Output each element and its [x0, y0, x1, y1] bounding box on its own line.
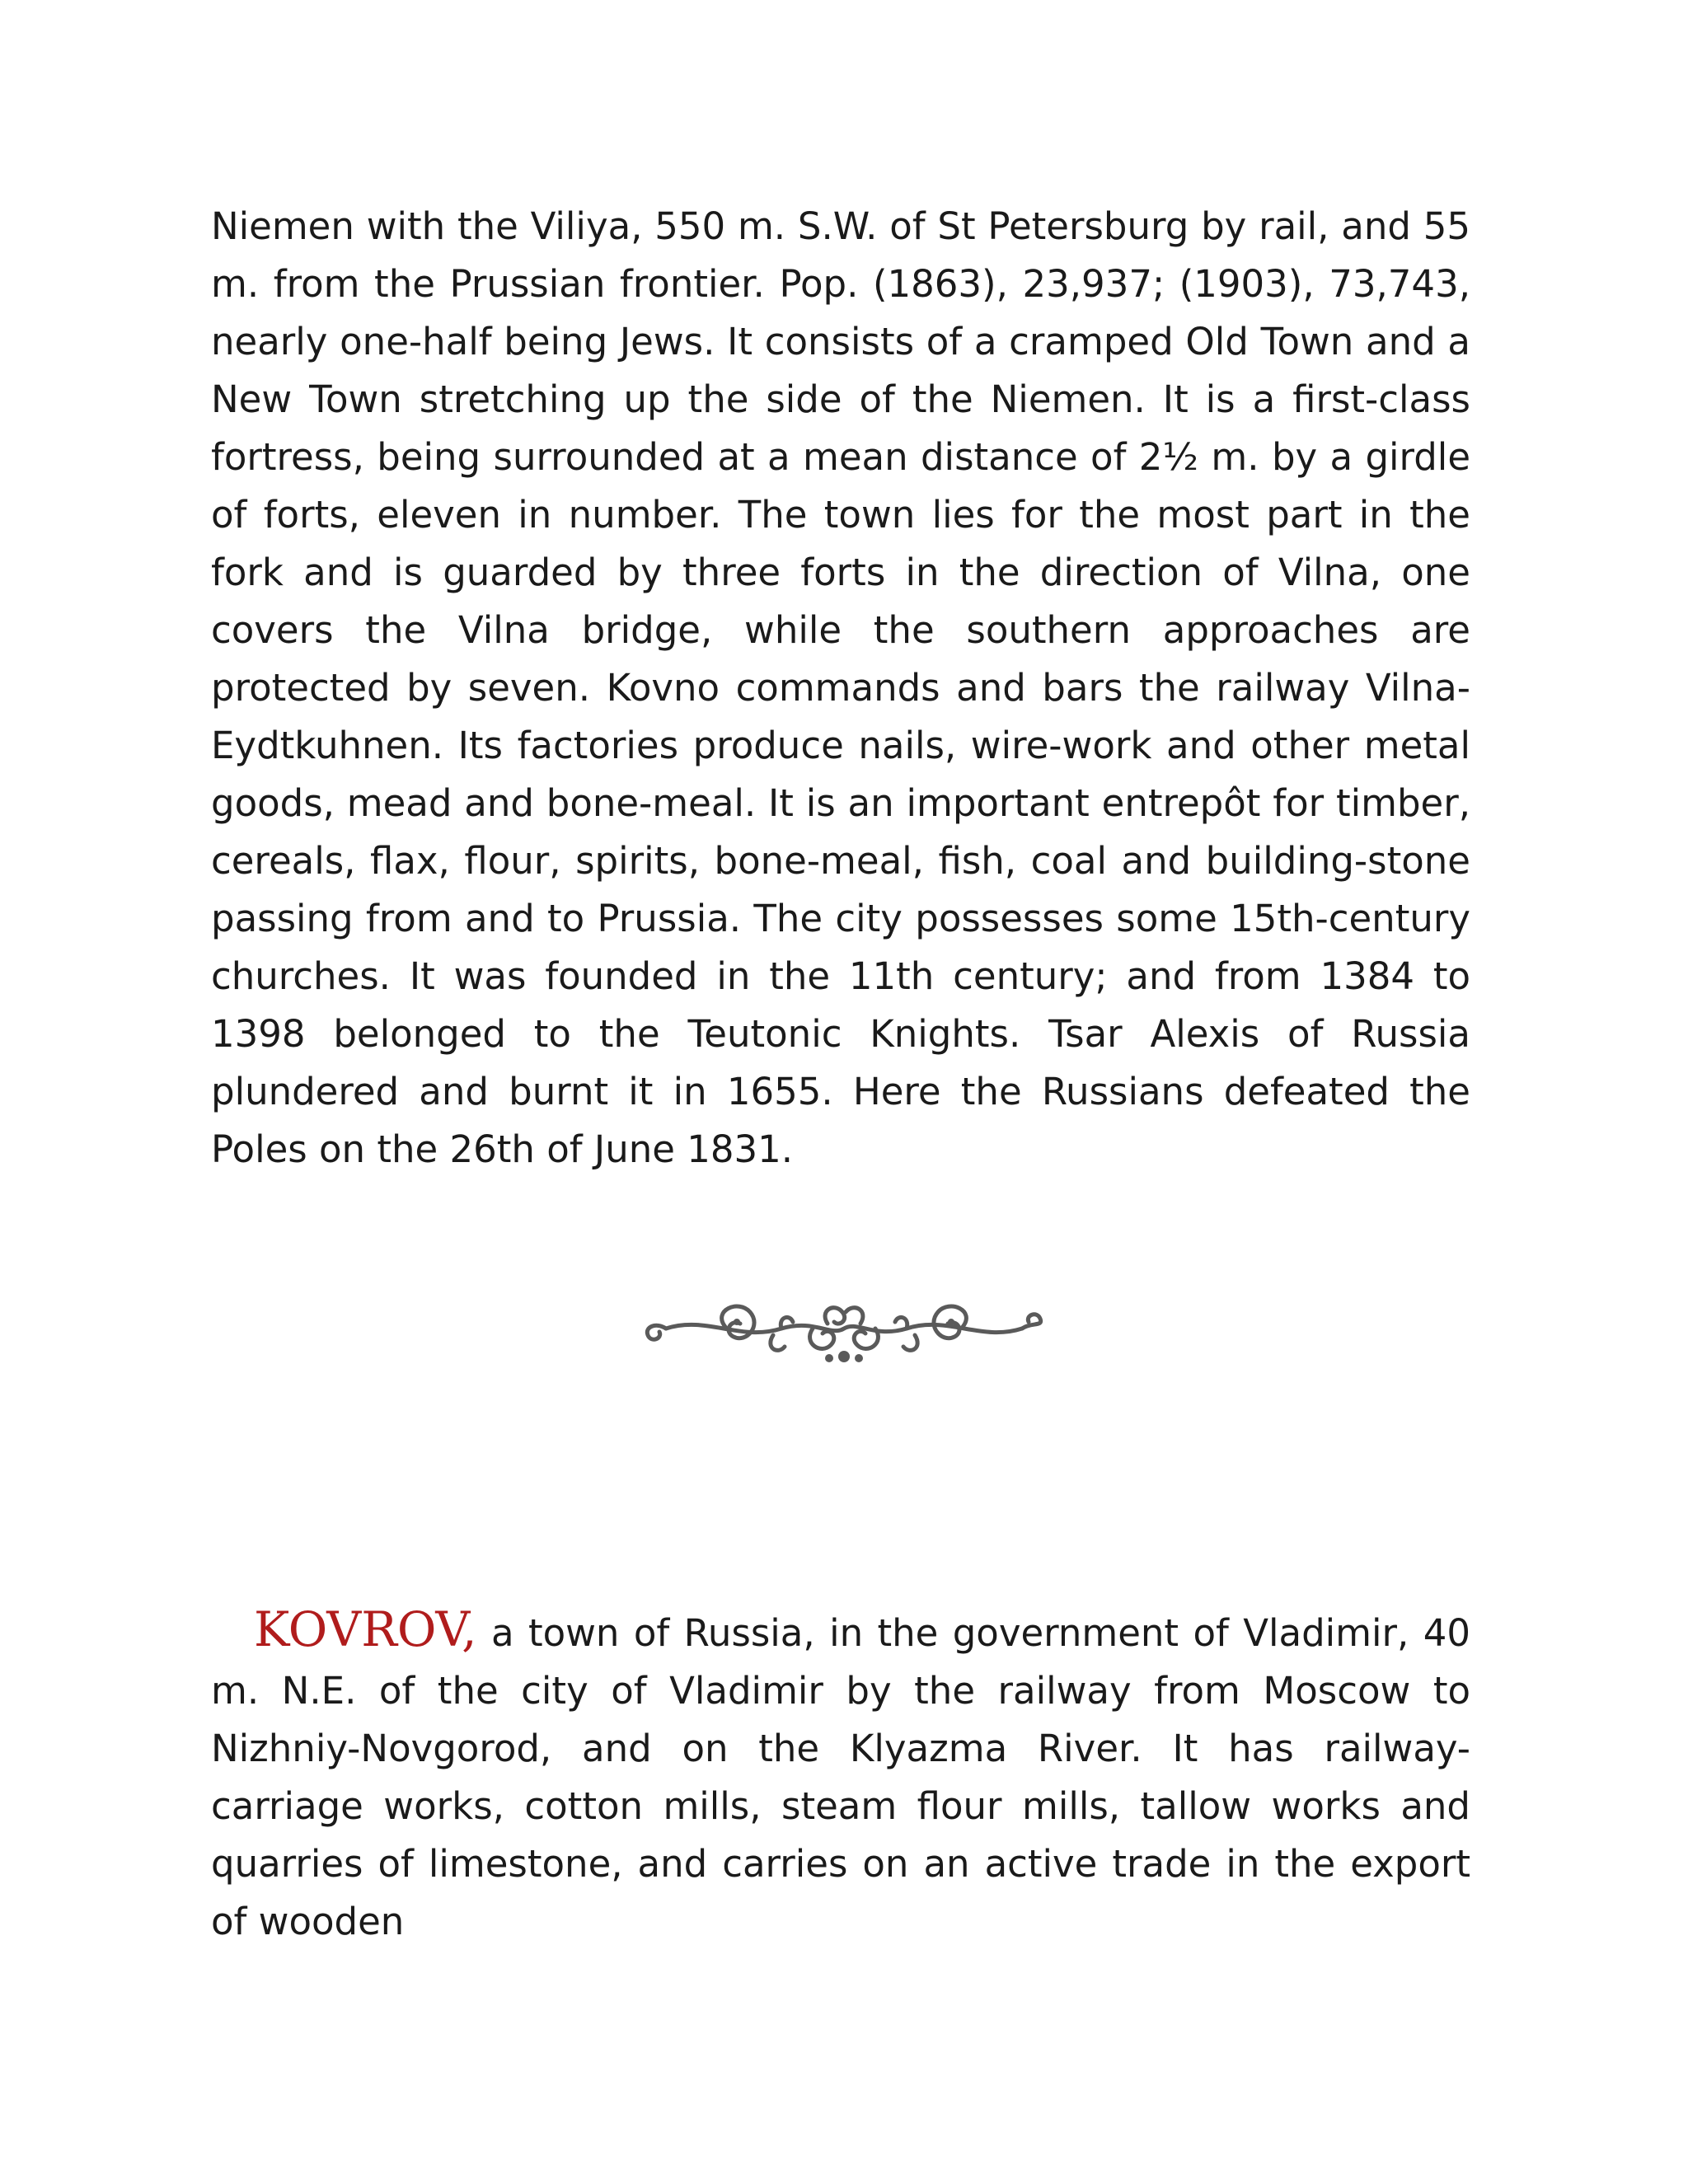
entry-paragraph [211, 1601, 1470, 1951]
entry-text: a town of Russia, in the government of Vladimir, 40 m. N.E. of the city of Vladimir by the railway from Moscow to Nizhniy-Novgorod, and on the Klyazma River. It has railway-carriage works, cotton mills, steam flour mills, tallow works and quarries of limestone, and carries on an active trade in the export of wooden [211, 1611, 1470, 1943]
scroll-flourish-ornament-icon [633, 1286, 1055, 1376]
continued-paragraph: Niemen with the Viliya, 550 m. S.W. of St Petersburg by rail, and 55 m. from the Prussian frontier. Pop. (1863), 23,937; (1903), 73,743, nearly one-half being Jews. It consists of a cramped Old Town and a New Town stretching up the side of the Niemen. It is a first-class fortress, being surrounded at a mean distance of 2½ m. by a girdle of forts, eleven in number. The town lies for the most part in the fork and is guarded by three forts in the direction of Vilna, one covers the Vilna bridge, while the southern approaches are protected by seven. Kovno commands and bars the railway Vilna-Eydtkuhnen. Its factories produce nails, wire-work and other metal goods, mead and bone-meal. It is an important entrepôt for timber, cereals, flax, flour, spirits, bone-meal, fish, coal and building-stone passing from and to Prussia. The city possesses some 15th-century churches. It was founded in the 11th century; and from 1384 to 1398 belonged to the Teutonic Knights. Tsar Alexis of Russia plundered and burnt it in 1655. Here the Russians defeated the Poles on the 26th of June 1831. [211, 204, 1470, 1171]
entry-headword: KOVROV, [254, 1601, 477, 1657]
